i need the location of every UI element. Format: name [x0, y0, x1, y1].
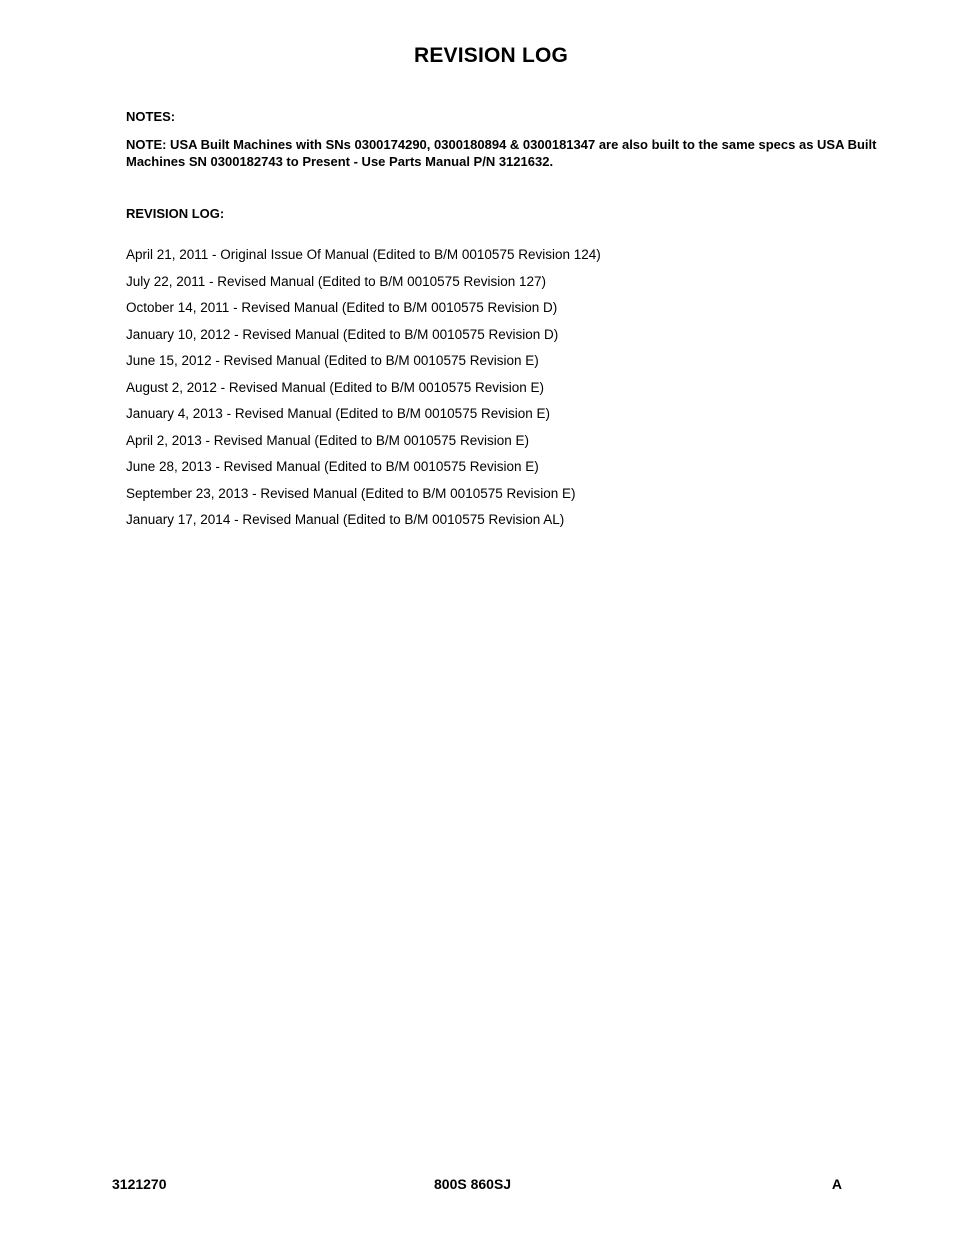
revision-entry: January 4, 2013 - Revised Manual (Edited to B/M 0010575 Revision E) — [126, 406, 550, 421]
revision-entry: July 22, 2011 - Revised Manual (Edited to B/M 0010575 Revision 127) — [126, 273, 546, 289]
revision-entry: June 28, 2013 - Revised Manual (Edited to B/M 0010575 Revision E) — [126, 459, 539, 474]
revision-entry: January 10, 2012 - Revised Manual (Edited to B/M 0010575 Revision D) — [126, 326, 559, 342]
revision-entry: April 21, 2011 - Original Issue Of Manual (Edited to B/M 0010575 Revision 124) — [126, 247, 601, 262]
revision-entry: June 15, 2012 - Revised Manual (Edited to B/M 0010575 Revision E) — [126, 353, 539, 368]
footer-revision: A — [831, 1176, 842, 1192]
page-title: REVISION LOG — [413, 44, 569, 67]
revision-log-list — [126, 246, 886, 528]
revision-entry: October 14, 2011 - Revised Manual (Edited to B/M 0010575 Revision D) — [126, 300, 558, 315]
revision-entry: September 23, 2013 - Revised Manual (Edited to B/M 0010575 Revision E) — [126, 485, 576, 501]
notes-heading: NOTES: — [126, 109, 176, 124]
page-content — [126, 108, 886, 538]
page-footer — [112, 1176, 842, 1196]
footer-model: 800S 860SJ — [434, 1176, 512, 1192]
revision-log-heading: REVISION LOG: — [126, 206, 225, 221]
revision-entry: April 2, 2013 - Revised Manual (Edited to B/M 0010575 Revision E) — [126, 432, 529, 448]
revision-entry: August 2, 2012 - Revised Manual (Edited to B/M 0010575 Revision E) — [126, 379, 544, 395]
note-text: NOTE: USA Built Machines with SNs 0300174290, 0300180894 & 0300181347 are also built to the same specs as USA Built Machines SN 0300182743 to Present - Use Parts Manual P/N 3121632. — [126, 137, 877, 169]
footer-part-number: 3121270 — [112, 1176, 167, 1192]
revision-entry: January 17, 2014 - Revised Manual (Edited to B/M 0010575 Revision AL) — [126, 512, 565, 527]
